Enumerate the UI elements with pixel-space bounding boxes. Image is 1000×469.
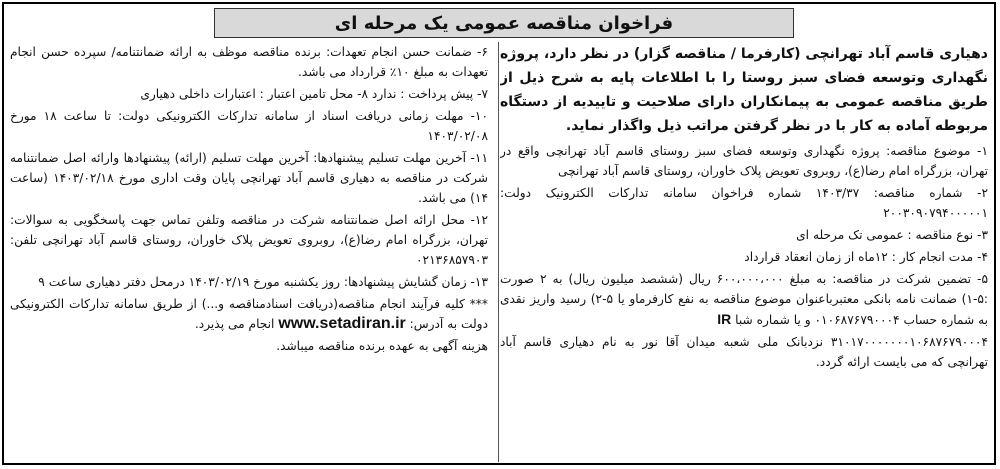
title-bar (214, 8, 794, 38)
left-column (10, 42, 488, 462)
tender-notice (2, 2, 996, 465)
item-performance-bond: ۶- ضمانت حسن انجام تعهدات: برنده مناقصه موظف به ارائه ضمانتنامه/ سپرده حسن انجام تعهدات به مبلغ ۱۰٪ قرارداد می باشد. (10, 45, 488, 79)
item-guarantee-text: ۵- تضمین شرکت در مناقصه: به مبلغ ۶۰۰،۰۰۰،۰۰۰ ریال (ششصد میلیون ریال) به ۲ صورت :۵-۱) ضمانت نامه بانکی معتبرباعنوان موضوع مناقصه به نفع کارفرماو یا ۵-۲) رسید واریز نقدی به شماره حساب ۰۱۰۶۸۷۶۷۹۰۰۰۴ و یا شماره شبا (500, 272, 988, 327)
process-note-text: *** کلیه فرآیند انجام مناقصه(دریافت اسنادمناقصه و...) از طریق سامانه تدارکات الکترونیکی دولت به آدرس: (10, 297, 488, 331)
intro-paragraph: دهیاری قاسم آباد تهرانچی (کارفرما / مناقصه گزار) در نظر دارد، پروژه نگهداری وتوسعه فضای سبز روستا را با اطلاعات پایه به شرح ذیل از طریق مناقصه عمومی به پیمانکاران دارای صلاحیت و تاییدیه از دستگاه مربوطه آماده به کار با در نظر گرفتن مراتب ذیل واگذار نماید. (500, 46, 988, 134)
process-note-end: انجام می پذیرد. (194, 317, 275, 331)
item-tender-number: ۲- شماره مناقصه: ۱۴۰۳/۳۷ شماره فراخوان سامانه تدارکات الکترونیک دولت: ۲۰۰۳۰۹۰۷۹۴۰۰۰۰۰۱ (500, 186, 988, 220)
item-submission-location: ۱۲- محل ارائه اصل ضمانتنامه شرکت در مناقصه وتلفن تماس جهت پاسخگویی به سوالات: تهران، بزرگراه امام رضا(ع)، روبروی تعویض پلاک خاوران، روستای قاسم آباد تهرانچی تلفن: ۰۲۱۳۶۸۵۷۹۰۳ (10, 213, 488, 267)
item-guarantee-cont: ۳۱۰۱۷۰۰۰۰۰۰۰۱۰۶۸۷۶۷۹۰۰۰۴ نزدبانک ملی شعبه میدان آقا نور به نام دهیاری قاسم آباد تهرانچی که می بایست ارائه گردد. (500, 335, 988, 369)
iban-prefix: IR (717, 311, 732, 327)
item-process-note (10, 294, 488, 334)
item-guarantee (500, 269, 988, 330)
item-document-deadline: ۱۰- مهلت زمانی دریافت اسناد از سامانه تدارکات الکترونیکی دولت: تا ساعت ۱۸ مورخ ۱۴۰۳/۰۲/۰۸ (10, 109, 488, 143)
website-link[interactable]: www.setadiran.ir (278, 315, 406, 332)
item-prepayment-funding: ۷- پیش پرداخت : ندارد ۸- محل تامین اعتبار : اعتبارات داخلی دهیاری (140, 87, 488, 101)
item-tender-type: ۳- نوع مناقصه : عمومی تک مرحله ای (796, 228, 988, 242)
item-subject: ۱- موضوع مناقصه: پروژه نگهداری وتوسعه فضای سبز روستای قاسم آباد تهرانچی واقع در تهران، بزرگراه امام رضا(ع)، روبروی تعویض پلاک خاوران، روستای قاسم آباد تهرانچی (500, 144, 988, 178)
notice-title: فراخوان مناقصه عمومی یک مرحله ای (334, 12, 674, 34)
item-opening-time: ۱۳- زمان گشایش پیشنهادها: روز یکشنبه مورخ ۱۴۰۳/۰۲/۱۹ درمحل دفتر دهیاری ساعت ۹ (38, 275, 488, 289)
column-divider (498, 42, 499, 462)
item-duration: ۴- مدت انجام کار : ۱۲ماه از زمان انعقاد قرارداد (744, 250, 988, 264)
item-submission-deadline: ۱۱- آخرین مهلت تسلیم پیشنهادها: آخرین مهلت تسلیم (ارائه) پیشنهادها وارائه اصل ضمانتنامه شرکت در مناقصه به دهیاری قاسم آباد تهرانچی پایان وقت اداری مورخ ۱۴۰۳/۰۲/۱۸ (ساعت ۱۴) می باشد. (10, 151, 488, 205)
item-ad-cost: هزینه آگهی به عهده برنده مناقصه میباشد. (276, 339, 488, 353)
right-column (500, 42, 988, 462)
